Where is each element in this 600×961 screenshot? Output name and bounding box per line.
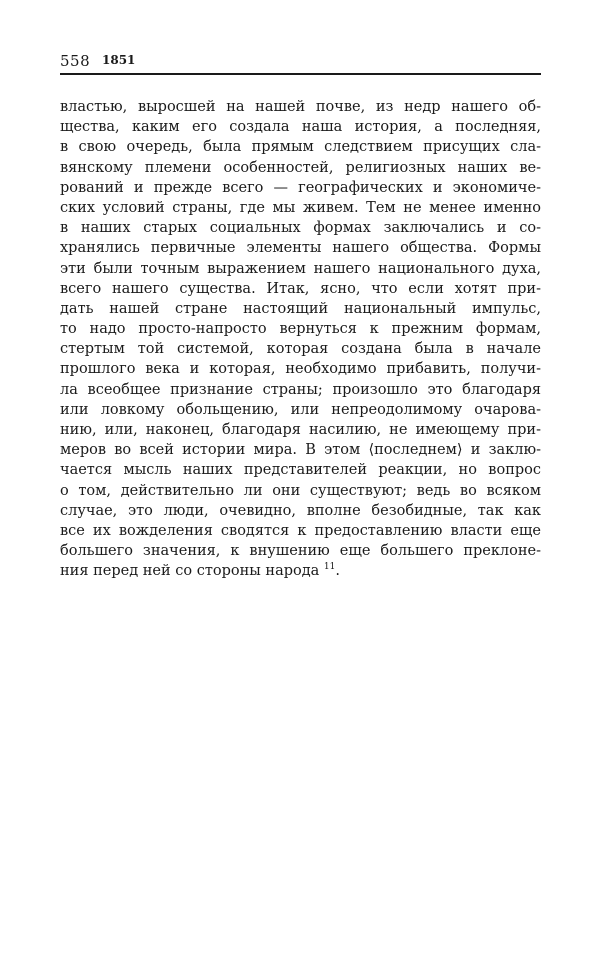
header-rule <box>60 73 541 75</box>
text-line: то надо просто-напросто вернуться к прежним формам, <box>60 321 541 338</box>
text-line: в наших старых социальных формах заключались и со- <box>60 220 541 237</box>
text-line: щества, каким его создала наша история, а последняя, <box>60 119 541 136</box>
closing-period: . <box>335 563 340 580</box>
text-line: нию, или, наконец, благодаря насилию, не имеющему при- <box>60 422 541 438</box>
text-line: эти были точным выражением нашего национального духа, <box>60 260 541 277</box>
last-line-text: ния перед ней со стороны народа <box>60 563 320 580</box>
text-line: или ловкому обольщению, или непреодолимому очарова- <box>60 401 541 418</box>
footnote-reference[interactable]: 11 <box>323 562 336 573</box>
text-line: ла всеобщее признание страны; произошло это благодаря <box>60 381 541 398</box>
text-line: вянскому племени особенностей, религиозных наших ве- <box>60 159 541 176</box>
text-line: дать нашей стране настоящий национальный импульс, <box>60 300 541 317</box>
text-line: прошлого века и которая, необходимо прибавить, получи- <box>60 361 541 378</box>
text-line: всего нашего существа. Итак, ясно, что если хотят при- <box>60 280 541 297</box>
text-line: в свою очередь, была прямым следствием присущих сла- <box>60 139 541 156</box>
text-line: ских условий страны, где мы живем. Тем не менее именно <box>60 199 541 216</box>
text-line: стертым той системой, которая создана была в начале <box>60 341 541 358</box>
text-line: все их вожделения сводятся к предоставлению власти еще <box>60 522 541 539</box>
text-line-last <box>60 561 541 581</box>
text-line: случае, это люди, очевидно, вполне безобидные, так как <box>60 502 541 519</box>
text-line: большего значения, к внушению еще большего преклоне- <box>60 543 541 560</box>
running-header-year: 1851 <box>102 53 136 67</box>
text-line: властью, выросшей на нашей почве, из недр нашего об- <box>60 99 541 115</box>
text-line: рований и прежде всего — географических и экономиче- <box>60 179 541 196</box>
text-line: чается мысль наших представителей реакции, но вопрос <box>60 462 541 479</box>
body-text <box>60 97 541 582</box>
page-number: 558 <box>60 52 91 70</box>
text-line: меров во всей истории мира. В этом ⟨последнем⟩ и заклю- <box>60 442 541 459</box>
text-line: хранялись первичные элементы нашего общества. Формы <box>60 240 541 257</box>
running-header <box>60 52 541 74</box>
text-line: о том, действительно ли они существуют; ведь во всяком <box>60 482 541 499</box>
